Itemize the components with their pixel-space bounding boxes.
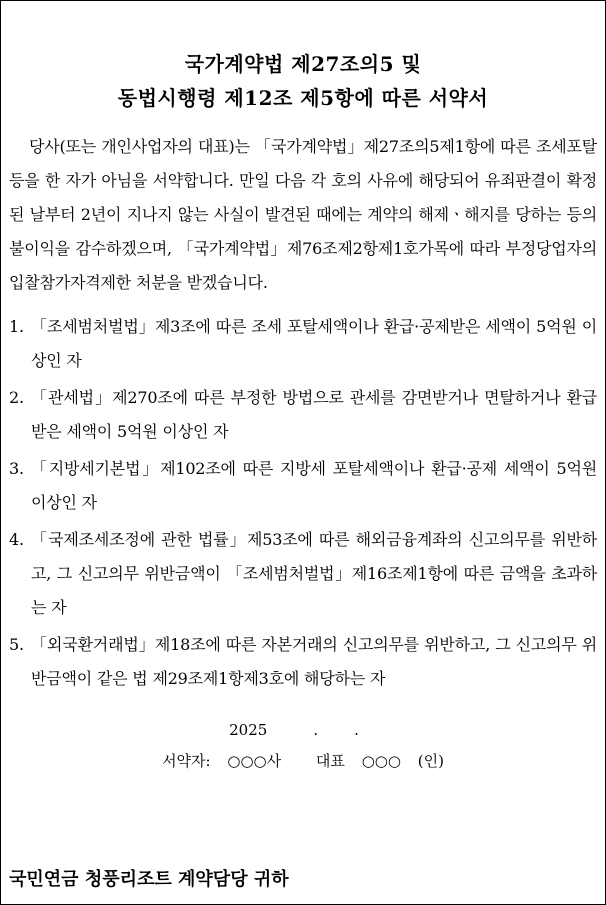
list-item — [9, 381, 597, 449]
list-item — [9, 523, 597, 625]
document-title — [9, 1, 597, 115]
date-year: 2025 — [229, 721, 268, 739]
item-number: 1. — [9, 317, 24, 336]
item-text: 「국제조세조정에 관한 법률」제53조에 따른 해외금융계좌의 신고의무를 위반하고, 그 신고의무 위반금액이 「조세범처벌법」제16조제1항에 따른 금액을 초과하는 자 — [31, 530, 597, 617]
item-text: 「지방세기본법」제102조에 따른 지방세 포탈세액이나 환급·공제 세액이 5억원 이상인 자 — [31, 459, 597, 512]
list-item — [9, 628, 597, 696]
date-day-dot: . — [354, 721, 359, 739]
seal-mark: (인) — [417, 752, 444, 770]
signer-label: 서약자: — [162, 752, 211, 770]
representative-name: ○○○ — [361, 752, 401, 770]
item-list — [9, 310, 597, 696]
representative-label: 대표 — [315, 752, 345, 770]
item-text: 「외국환거래법」제18조에 따른 자본거래의 신고의무를 위반하고, 그 신고의무 위반금액이 같은 법 제29조제1항제3호에 해당하는 자 — [31, 635, 597, 688]
item-number: 2. — [9, 388, 24, 407]
signing-date — [9, 714, 597, 746]
signature-line — [9, 746, 597, 776]
item-text: 「조세범처벌법」제3조에 따른 조세 포탈세액이나 환급·공제받은 세액이 5억원 이상인 자 — [31, 317, 597, 370]
title-line-1: 국가계약법 제27조의5 및 — [184, 52, 422, 76]
recipient: 국민연금 청풍리조트 계약담당 귀하 — [9, 869, 289, 890]
list-item — [9, 452, 597, 520]
list-item — [9, 310, 597, 378]
item-text: 「관세법」제270조에 따른 부정한 방법으로 관세를 감면받거나 면탈하거나 환급받은 세액이 5억원 이상인 자 — [31, 388, 597, 441]
item-number: 3. — [9, 459, 24, 478]
title-line-2: 동법시행령 제12조 제5항에 따른 서약서 — [117, 86, 489, 110]
pledge-body: 당사(또는 개인사업자의 대표)는 「국가계약법」제27조의5제1항에 따른 조세포탈 등을 한 자가 아님을 서약합니다. 만일 다음 각 호의 사유에 해당되어 유죄판결이 확정된 날부터 2년이 지나지 않는 사실이 발견된 때에는 계약의 해제ㆍ해지를 당하는 등의 불이익을 감수하겠으며, 「국가계약법」제76조제2항제1호가목에 따라 부정당업자의 입찰참가자격제한 처분을 받겠습니다. — [9, 137, 597, 292]
date-month-dot: . — [313, 721, 319, 739]
item-number: 4. — [9, 530, 24, 549]
item-number: 5. — [9, 635, 24, 654]
signer-company: ○○○사 — [227, 752, 282, 770]
